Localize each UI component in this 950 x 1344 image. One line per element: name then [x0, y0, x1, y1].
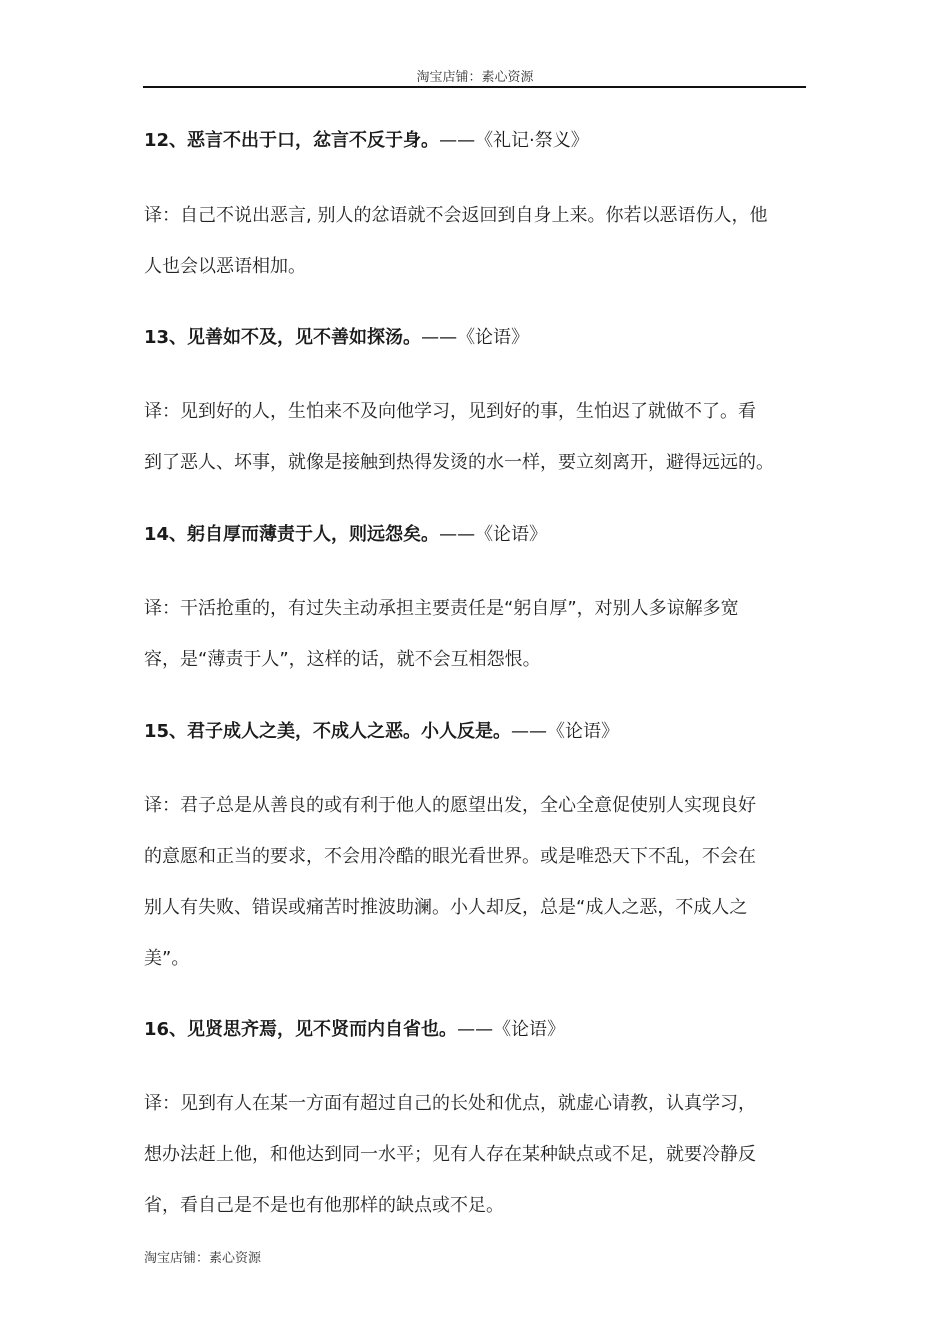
quote-text: 12、恶言不出于口，忿言不反于身。: [144, 130, 440, 151]
translation-line: 译：干活抢重的，有过失主动承担主要责任是“躬自厚”，对别人多谅解多宽: [144, 598, 739, 619]
quote-source: ——《论语》: [439, 524, 548, 545]
translation-line: 译：自己不说出恶言, 别人的忿语就不会返回到自身上来。你若以恶语伤人，他: [144, 205, 768, 226]
quote-text: 15、君子成人之美，不成人之恶。小人反是。: [144, 721, 512, 742]
quote-text: 13、见善如不及，见不善如探汤。: [144, 327, 422, 348]
translation-line: 省，看自己是不是也有他那样的缺点或不足。: [144, 1195, 504, 1216]
quote-source: ——《礼记·祭义》: [439, 130, 589, 151]
translation-line: 人也会以恶语相加。: [144, 256, 306, 277]
entry-15-title: [144, 720, 808, 744]
quote-source: ——《论语》: [421, 327, 530, 348]
translation-line: 别人有失败、错误或痛苦时推波助澜。小人却反，总是“成人之恶，不成人之: [144, 897, 748, 918]
translation-line: 的意愿和正当的要求，不会用冷酷的眼光看世界。或是唯恐天下不乱，不会在: [144, 846, 756, 867]
page-header-text: 淘宝店铺：素心资源: [416, 70, 534, 85]
entry-16-translation: [144, 1078, 808, 1231]
quote-source: ——《论语》: [511, 721, 620, 742]
header-divider: [143, 86, 806, 88]
translation-line: 译：见到有人在某一方面有超过自己的长处和优点，就虚心请教，认真学习，: [144, 1093, 756, 1114]
entry-13-title: [144, 326, 808, 350]
translation-line: 到了恶人、坏事，就像是接触到热得发烫的水一样，要立刻离开，避得远远的。: [144, 452, 774, 473]
translation-line: 美”。: [144, 948, 190, 969]
quote-source: ——《论语》: [457, 1019, 566, 1040]
entry-13-translation: [144, 386, 808, 488]
translation-line: 译：见到好的人，生怕来不及向他学习，见到好的事，生怕迟了就做不了。看: [144, 401, 756, 422]
translation-line: 容，是“薄责于人”，这样的话，就不会互相怨恨。: [144, 649, 541, 670]
quote-text: 16、见贤思齐焉，见不贤而内自省也。: [144, 1019, 458, 1040]
quote-text: 14、躬自厚而薄责于人，则远怨矣。: [144, 524, 440, 545]
entry-16-title: [144, 1018, 808, 1042]
entry-14-title: [144, 523, 808, 547]
page-footer-text: 淘宝店铺：素心资源: [144, 1251, 262, 1266]
translation-line: 想办法赶上他，和他达到同一水平；见有人存在某种缺点或不足，就要冷静反: [144, 1144, 756, 1165]
entry-14-translation: [144, 583, 808, 685]
translation-line: 译：君子总是从善良的或有利于他人的愿望出发，全心全意促使别人实现良好: [144, 795, 756, 816]
entry-12-translation: [144, 190, 808, 292]
entry-15-translation: [144, 780, 808, 984]
entry-12-title: [144, 129, 808, 153]
